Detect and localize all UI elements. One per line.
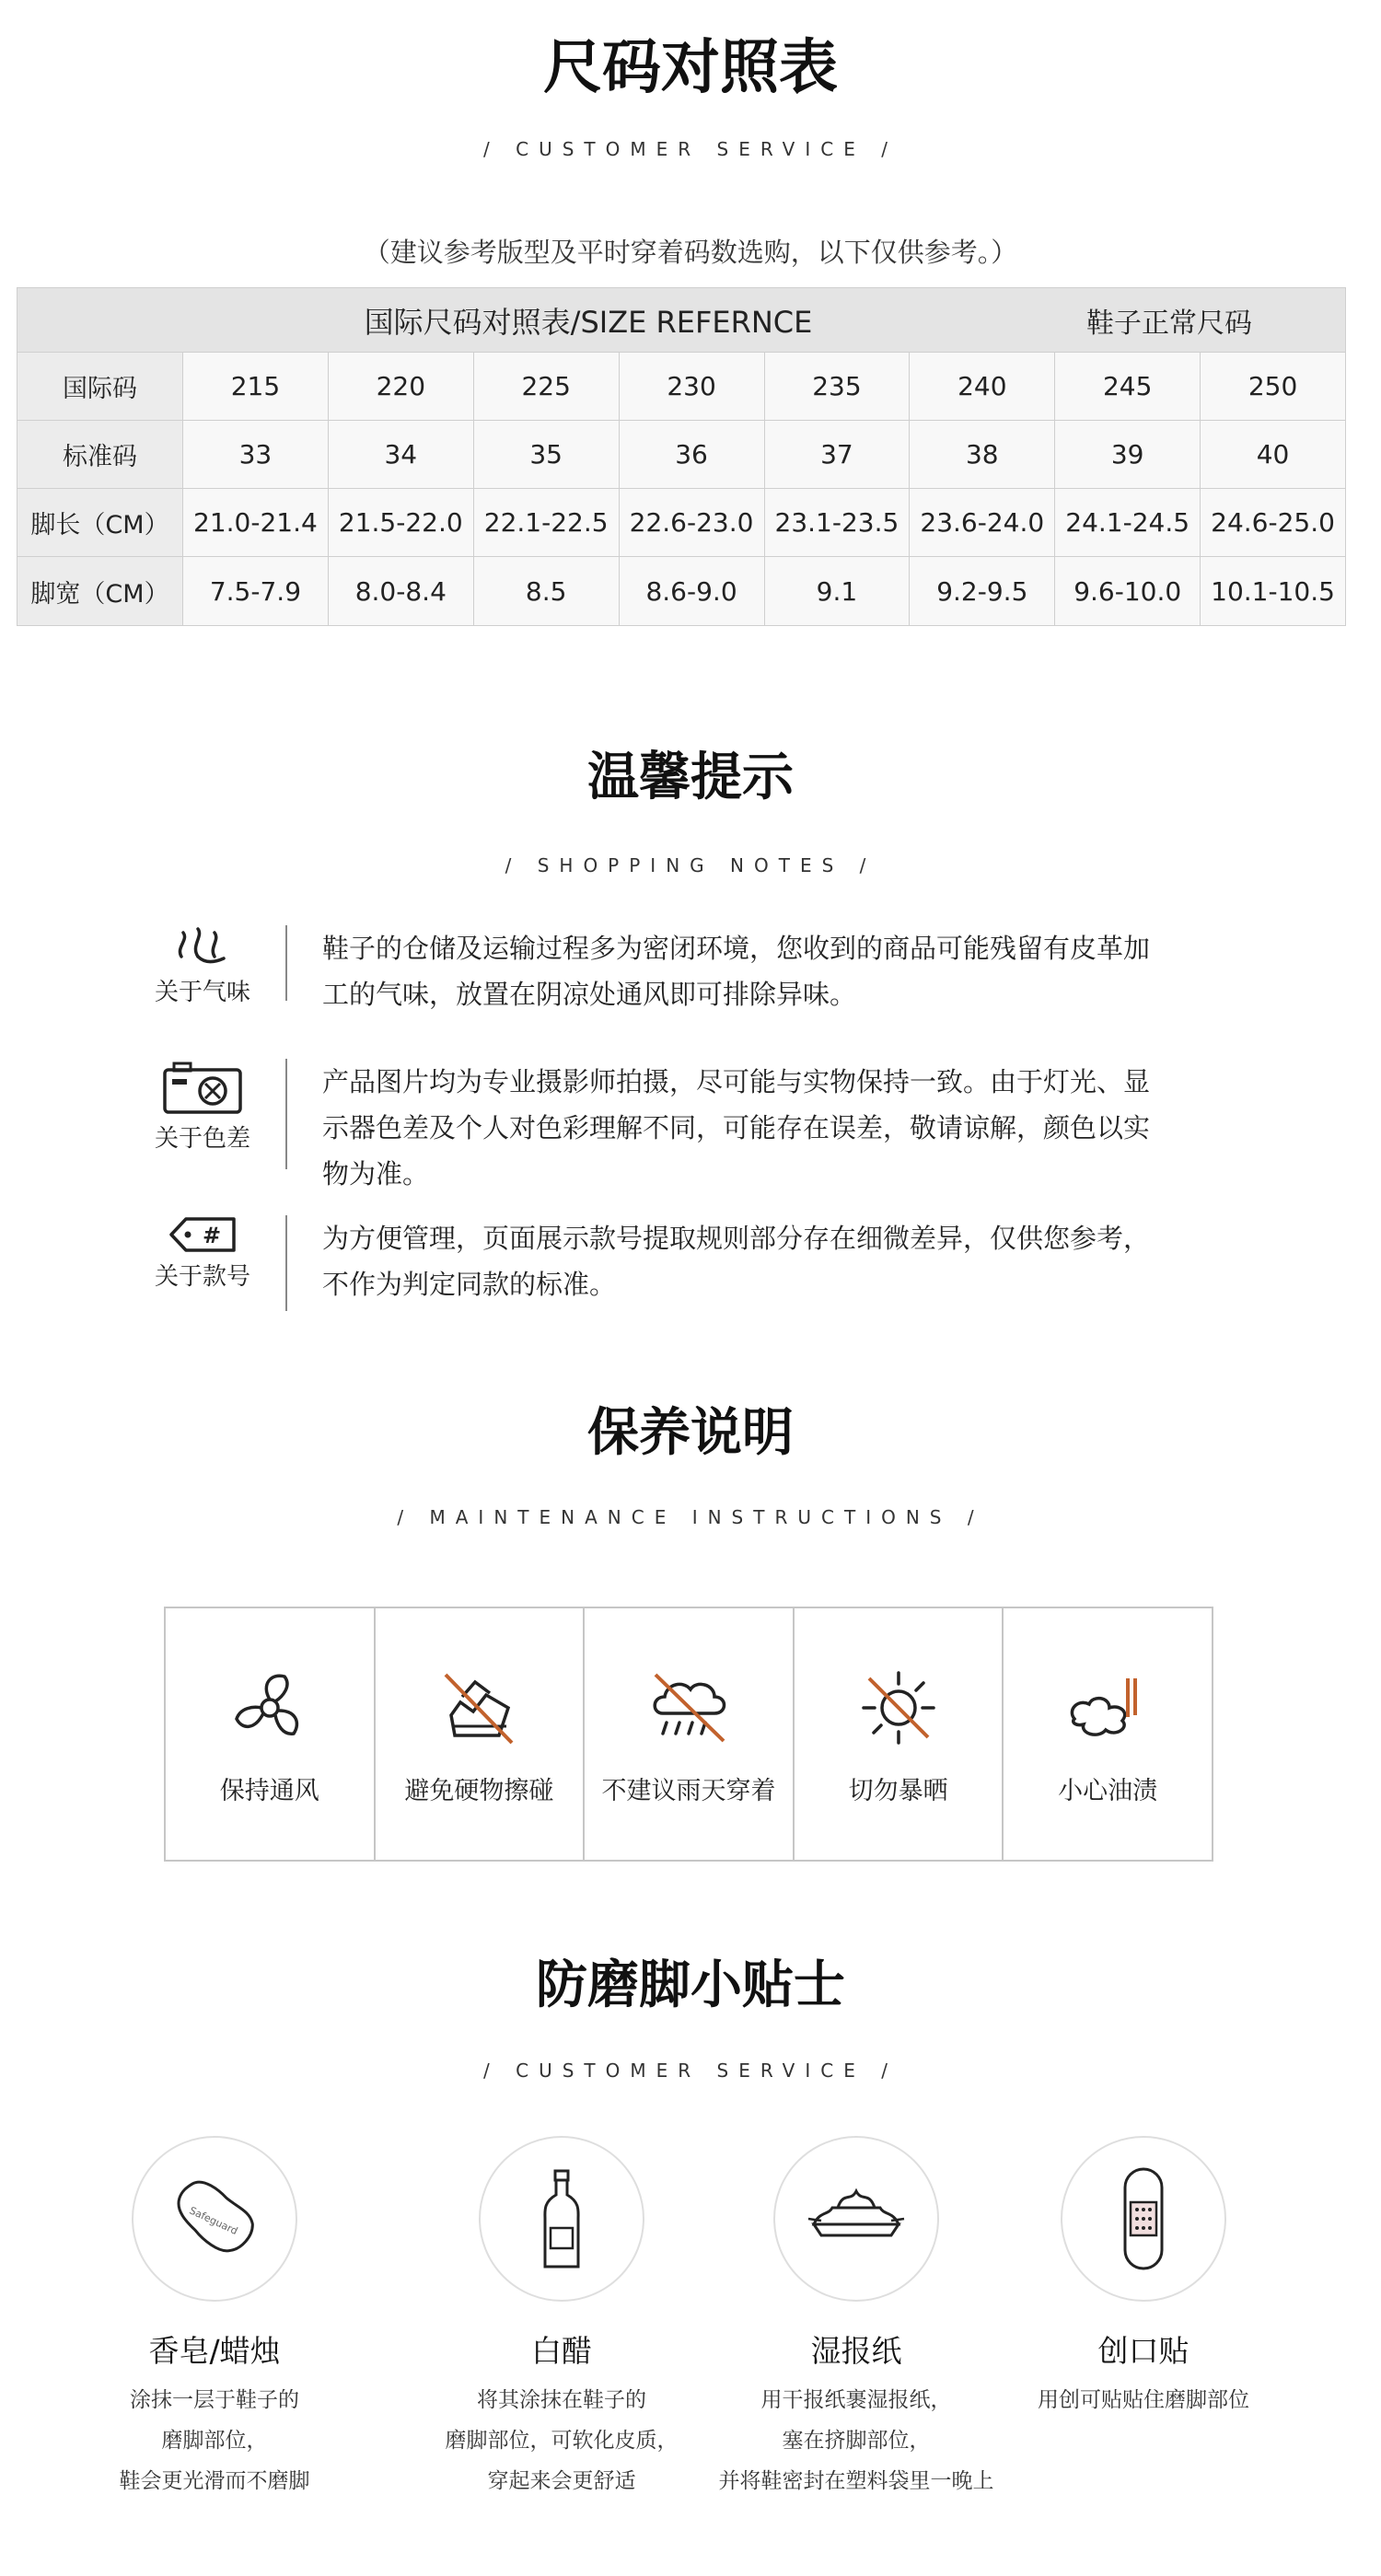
- table-cell: 8.6-9.0: [620, 557, 765, 625]
- tip-label: 关于气味: [154, 979, 250, 1006]
- tip-icon-group: [129, 1059, 276, 1154]
- table-cell: 225: [474, 353, 620, 420]
- tip-line: 示器色差及个人对色彩理解不同，可能存在误差，敬请谅解，颜色以实: [322, 1112, 1151, 1143]
- tip-line: 工的气味，放置在阴凉处通风即可排除异味。: [322, 979, 857, 1010]
- vinegar-bottle-icon: [506, 2164, 617, 2274]
- svg-text:Safeguard: Safeguard: [187, 2204, 240, 2238]
- table-cell: 235: [765, 353, 911, 420]
- maintenance-item: [1004, 1608, 1212, 1860]
- tip-label: 关于色差: [154, 1125, 250, 1153]
- remedy-line: 并将鞋密封在塑料袋里一晚上: [718, 2469, 994, 2493]
- camera-icon: [161, 1059, 244, 1116]
- remedy-icon-circle: [773, 2136, 939, 2302]
- remedy-line: 鞋会更光滑而不磨脚: [119, 2469, 310, 2493]
- table-cell: 34: [329, 421, 474, 488]
- tip-line: 物为准。: [322, 1158, 430, 1189]
- maintenance-label: 避免硬物擦碰: [404, 1777, 554, 1805]
- table-cell: 250: [1201, 353, 1345, 420]
- remedy-line: 用创可贴贴住磨脚部位: [1038, 2388, 1249, 2412]
- row-label: 标准码: [17, 421, 183, 488]
- maintenance-item: [585, 1608, 795, 1860]
- table-cell: 37: [765, 421, 911, 488]
- remedy-item: [987, 2136, 1300, 2420]
- divider: [285, 1059, 287, 1169]
- tip-text: [322, 925, 1243, 1017]
- table-row: [17, 557, 1345, 625]
- tip-icon-group: [129, 1215, 276, 1292]
- divider: [285, 925, 287, 1001]
- remedy-title: 白醋: [531, 2333, 592, 2369]
- table-cell: 36: [620, 421, 765, 488]
- svg-text:#: #: [202, 1223, 222, 1248]
- table-cell: 240: [910, 353, 1055, 420]
- row-label: 脚宽（CM）: [17, 557, 183, 625]
- remedy-item: [405, 2136, 718, 2501]
- table-cell: 220: [329, 353, 474, 420]
- maintenance-label: 小心油渍: [1058, 1777, 1158, 1805]
- table-cell: 23.6-24.0: [910, 489, 1055, 556]
- table-cell: 230: [620, 353, 765, 420]
- table-cell: 33: [183, 421, 329, 488]
- table-cell: 39: [1055, 421, 1201, 488]
- row-label: 脚长（CM）: [17, 489, 183, 556]
- size-chart-title: 尺码对照表: [543, 34, 838, 102]
- table-cell: 22.1-22.5: [474, 489, 620, 556]
- tip-label: 关于款号: [154, 1263, 250, 1291]
- table-cell: 9.6-10.0: [1055, 557, 1201, 625]
- remedy-item: [58, 2136, 371, 2501]
- tip-line: 为方便管理，页面展示款号提取规则部分存在细微差异，仅供您参考，: [322, 1223, 1151, 1254]
- tag-icon: [166, 1215, 239, 1254]
- tip-line: 鞋子的仓储及运输过程多为密闭环境，您收到的商品可能残留有皮革加: [322, 933, 1151, 964]
- soap-icon: [159, 2164, 270, 2274]
- table-cell: 23.1-23.5: [765, 489, 911, 556]
- remedies-subtitle: / CUSTOMER SERVICE /: [483, 2060, 898, 2082]
- remedy-desc: [987, 2380, 1300, 2420]
- remedy-desc: [405, 2380, 718, 2501]
- remedy-desc: [700, 2380, 1013, 2501]
- tip-text: [322, 1215, 1243, 1307]
- remedy-icon-circle: [1061, 2136, 1226, 2302]
- maintenance-item: [376, 1608, 586, 1860]
- table-cell: 9.1: [765, 557, 911, 625]
- remedy-icon-circle: [479, 2136, 644, 2302]
- remedy-line: 涂抹一层于鞋子的: [130, 2388, 299, 2412]
- remedies-title: 防磨脚小贴士: [536, 1955, 845, 2015]
- tip-text: [322, 1059, 1243, 1197]
- remedy-line: 塞在挤脚部位，: [782, 2429, 931, 2453]
- no-hard-object-icon: [433, 1662, 525, 1754]
- tip-icon-group: [129, 925, 276, 1007]
- table-row: [17, 489, 1345, 557]
- wet-paper-icon: [801, 2164, 911, 2274]
- remedy-title: 创口贴: [1097, 2333, 1190, 2369]
- size-table-header-side: 鞋子正常尺码: [1086, 307, 1252, 340]
- no-rain-icon: [643, 1662, 735, 1754]
- notes-title: 温馨提示: [587, 748, 794, 807]
- divider: [285, 1215, 287, 1311]
- table-cell: 24.1-24.5: [1055, 489, 1201, 556]
- remedy-line: 穿起来会更舒适: [487, 2469, 636, 2493]
- size-table-header: [17, 288, 1345, 353]
- table-cell: 7.5-7.9: [183, 557, 329, 625]
- oil-stain-icon: [1062, 1662, 1154, 1754]
- table-cell: 9.2-9.5: [910, 557, 1055, 625]
- remedy-title: 湿报纸: [810, 2333, 902, 2369]
- remedy-line: 将其涂抹在鞋子的: [477, 2388, 646, 2412]
- maintenance-label: 不建议雨天穿着: [601, 1777, 776, 1805]
- table-cell: 24.6-25.0: [1201, 489, 1345, 556]
- remedy-title: 香皂/蜡烛: [148, 2333, 281, 2369]
- table-cell: 38: [910, 421, 1055, 488]
- table-cell: 8.5: [474, 557, 620, 625]
- smell-icon: [170, 925, 235, 969]
- tip-line: 不作为判定同款的标准。: [322, 1269, 617, 1300]
- table-cell: 35: [474, 421, 620, 488]
- maintenance-title: 保养说明: [587, 1403, 794, 1463]
- remedy-line: 磨脚部位，可软化皮质，: [445, 2429, 679, 2453]
- size-chart-subtitle: / CUSTOMER SERVICE /: [483, 138, 898, 160]
- maintenance-item: [166, 1608, 376, 1860]
- table-row: [17, 421, 1345, 489]
- table-cell: 22.6-23.0: [620, 489, 765, 556]
- maintenance-grid: [164, 1607, 1213, 1862]
- remedy-icon-circle: [132, 2136, 297, 2302]
- remedy-line: 用干报纸裹湿报纸，: [760, 2388, 952, 2412]
- size-chart-note: （建议参考版型及平时穿着码数选购，以下仅供参考。）: [363, 237, 1018, 268]
- table-cell: 245: [1055, 353, 1201, 420]
- remedy-desc: [58, 2380, 371, 2501]
- remedy-item: [700, 2136, 1013, 2501]
- table-cell: 21.0-21.4: [183, 489, 329, 556]
- maintenance-subtitle: / MAINTENANCE INSTRUCTIONS /: [397, 1506, 984, 1528]
- notes-subtitle: / SHOPPING NOTES /: [505, 854, 876, 876]
- maintenance-label: 切勿暴晒: [848, 1777, 948, 1805]
- table-cell: 10.1-10.5: [1201, 557, 1345, 625]
- size-table-header-main: 国际尺码对照表/SIZE REFERNCE: [364, 304, 813, 340]
- row-label: 国际码: [17, 353, 183, 420]
- table-cell: 21.5-22.0: [329, 489, 474, 556]
- remedy-line: 磨脚部位，: [161, 2429, 268, 2453]
- table-cell: 8.0-8.4: [329, 557, 474, 625]
- maintenance-label: 保持通风: [219, 1777, 319, 1805]
- no-sun-icon: [853, 1662, 945, 1754]
- table-cell: 215: [183, 353, 329, 420]
- bandage-icon: [1088, 2164, 1199, 2274]
- tip-line: 产品图片均为专业摄影师拍摄，尽可能与实物保持一致。由于灯光、显: [322, 1066, 1151, 1097]
- table-row: [17, 353, 1345, 421]
- size-table: [17, 287, 1346, 626]
- table-cell: 40: [1201, 421, 1345, 488]
- maintenance-item: [795, 1608, 1004, 1860]
- fan-icon: [224, 1662, 316, 1754]
